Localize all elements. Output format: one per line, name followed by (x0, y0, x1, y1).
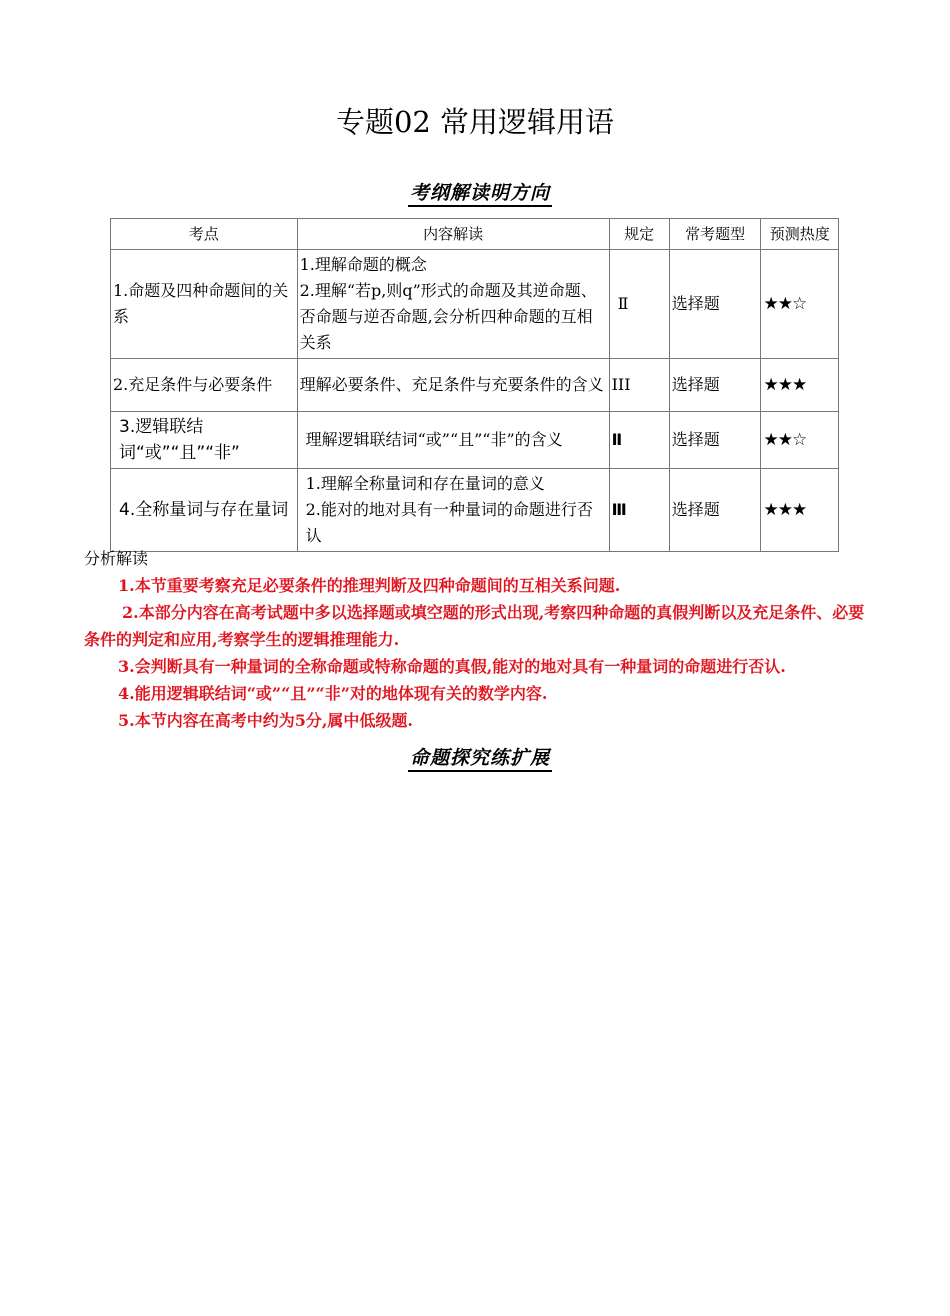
heat-rating: ★★☆ (761, 412, 839, 469)
level-cell: Ⅲ (609, 469, 669, 552)
content-line: 1.理解全称量词和存在量词的意义 (305, 474, 545, 493)
question-type-cell: 选择题 (669, 469, 761, 552)
header-question-type: 常考题型 (669, 219, 761, 250)
analysis-point: 4.能用逻辑联结词“或”“且”“非”对的地体现有关的数学内容. (118, 684, 548, 703)
level-cell: Ⅱ (609, 412, 669, 469)
content-line: 1.理解命题的概念 (299, 255, 427, 274)
topic-cell: 3.逻辑联结词“或”“且”“非” (111, 412, 298, 469)
question-type-cell: 选择题 (669, 359, 761, 412)
question-type-cell: 选择题 (669, 250, 761, 359)
outline-heading: 考纲解读明方向 (0, 178, 950, 205)
table-row (111, 250, 839, 359)
content-line: 2.理解“若p,则q”形式的命题及其逆命题、否命题与逆否命题,会分析四种命题的互相关系 (299, 281, 597, 352)
heat-rating: ★★★ (761, 359, 839, 412)
content-line: 理解逻辑联结词“或”“且”“非”的含义 (305, 430, 563, 449)
heat-rating: ★★★ (761, 469, 839, 552)
content-cell (297, 250, 609, 359)
practice-heading: 命题探究练扩展 (0, 743, 950, 770)
content-line: 理解必要条件、充足条件与充要条件的含义 (299, 375, 604, 394)
exam-outline-table (110, 218, 839, 552)
topic-cell: 1.命题及四种命题间的关系 (111, 250, 298, 359)
header-level: 规定 (609, 219, 669, 250)
header-heat: 预测热度 (761, 219, 839, 250)
table-header-row (111, 219, 839, 250)
page-title: 专题02 常用逻辑用语 (335, 105, 615, 139)
analysis-points (84, 572, 874, 734)
analysis-point: 2.本部分内容在高考试题中多以选择题或填空题的形式出现,考察四种命题的真假判断以及充足条件、必要条件的判定和应用,考察学生的逻辑推理能力. (84, 603, 865, 649)
table-row (111, 412, 839, 469)
table-row (111, 359, 839, 412)
header-content: 内容解读 (297, 219, 609, 250)
content-line: 2.能对的地对具有一种量词的命题进行否认 (305, 500, 593, 545)
topic-cell: 2.充足条件与必要条件 (111, 359, 298, 412)
analysis-point: 5.本节内容在高考中约为5分,属中低级题. (118, 711, 413, 730)
level-cell: III (609, 359, 669, 412)
content-cell (297, 359, 609, 412)
content-cell (297, 412, 609, 469)
analysis-point: 1.本节重要考察充足必要条件的推理判断及四种命题间的互相关系问题. (118, 576, 621, 595)
question-type-cell: 选择题 (669, 412, 761, 469)
header-topic: 考点 (111, 219, 298, 250)
analysis-point: 3.会判断具有一种量词的全称命题或特称命题的真假,能对的地对具有一种量词的命题进行否认. (118, 657, 786, 676)
table-row (111, 469, 839, 552)
heat-rating: ★★☆ (761, 250, 839, 359)
analysis-label: 分析解读 (84, 549, 149, 568)
topic-cell: 4.全称量词与存在量词 (111, 469, 298, 552)
level-cell: Ⅱ (609, 250, 669, 359)
content-cell (297, 469, 609, 552)
